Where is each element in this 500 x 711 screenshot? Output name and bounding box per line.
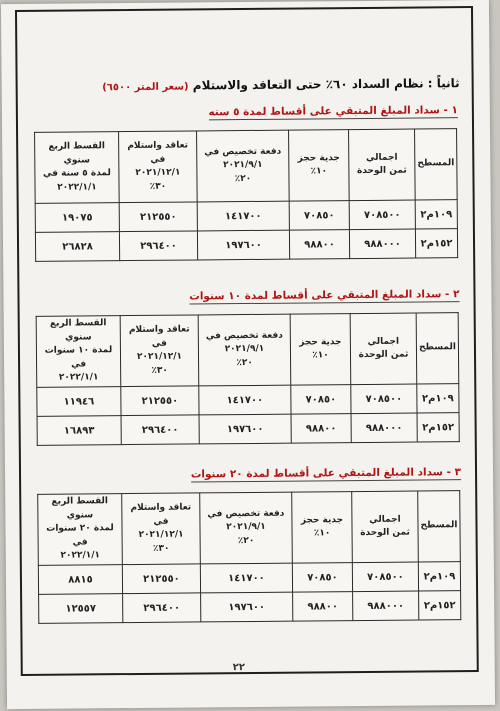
header-area: المسطح bbox=[418, 491, 461, 562]
cell-booking: ٧٠٨٥٠ bbox=[292, 563, 352, 593]
cell-total: ٩٨٨٠٠٠ bbox=[349, 229, 415, 259]
cell-total: ٩٨٨٠٠٠ bbox=[351, 413, 417, 443]
header-total: اجمالي ثمن الوحدة bbox=[350, 313, 417, 385]
cell-area: ١٠٩م٢ bbox=[418, 562, 460, 591]
cell-total: ٧٠٨٥٠٠ bbox=[351, 384, 417, 414]
cell-booking: ٩٨٨٠٠ bbox=[291, 414, 351, 444]
cell-allocation: ١٤١٧٠٠ bbox=[199, 385, 291, 415]
header-quarterly-installment: القسط الربع سنوي لمدة ٢٠ سنوات في ٢٠٢٢/١/١ bbox=[38, 494, 123, 566]
cell-quarterly: ١٦٨٩٣ bbox=[37, 416, 121, 446]
page-number: ٢٢ bbox=[232, 662, 245, 674]
table-header-row bbox=[35, 129, 458, 204]
cell-quarterly: ٨٨١٥ bbox=[38, 565, 122, 595]
cell-contract: ٢٩٦٤٠٠ bbox=[121, 415, 199, 445]
header-booking: جدية حجز ١٠٪ bbox=[289, 130, 350, 202]
section-2-table bbox=[36, 312, 460, 446]
table-header-row bbox=[38, 491, 461, 566]
header-quarterly-installment: القسط الربع سنوي لمدة ٥ سنة في ٢٠٢٢/١/١ bbox=[35, 132, 120, 204]
header-allocation: دفعة تخصيص في ٢٠٢١/٩/١ ٢٠٪ bbox=[198, 314, 291, 386]
cell-quarterly: ١٢٥٥٧ bbox=[39, 594, 123, 624]
cell-contract: ٢١٢٥٥٠ bbox=[121, 386, 199, 416]
cell-area: ١٥٢م٢ bbox=[415, 229, 457, 258]
cell-booking: ٧٠٨٥٠ bbox=[289, 201, 349, 231]
header-booking: جدية حجز ١٠٪ bbox=[292, 492, 353, 564]
cell-allocation: ١٩٧٦٠٠ bbox=[197, 230, 289, 260]
cell-area: ١٠٩م٢ bbox=[415, 200, 457, 229]
cell-contract: ٢١٢٥٥٠ bbox=[122, 564, 200, 594]
cell-area: ١٠٩م٢ bbox=[417, 384, 459, 413]
table-row bbox=[37, 413, 459, 446]
section-2-title: ٢ - سداد المبلغ المتبقي على أقساط لمدة ١٠ سنوات bbox=[189, 288, 460, 303]
cell-area: ١٥٢م٢ bbox=[417, 413, 459, 442]
section-3-table bbox=[37, 490, 461, 624]
cell-allocation: ١٤١٧٠٠ bbox=[197, 201, 289, 231]
cell-contract: ٢١٢٥٥٠ bbox=[119, 202, 197, 232]
table-row bbox=[39, 591, 461, 624]
cell-booking: ٧٠٨٥٠ bbox=[291, 385, 351, 415]
title-text: ثانياً : نظام السداد ٦٠٪ حتى التعاقد والاستلام bbox=[192, 76, 460, 93]
cell-booking: ٩٨٨٠٠ bbox=[289, 230, 349, 260]
header-total: اجمالي ثمن الوحدة bbox=[349, 129, 416, 201]
header-booking: جدية حجز ١٠٪ bbox=[290, 314, 351, 386]
header-allocation: دفعة تخصيص في ٢٠٢١/٩/١ ٢٠٪ bbox=[197, 130, 290, 202]
table-header-row bbox=[36, 313, 459, 388]
cell-quarterly: ٢٦٨٢٨ bbox=[35, 232, 119, 262]
cell-area: ١٥٢م٢ bbox=[419, 591, 461, 620]
cell-quarterly: ١١٩٤٦ bbox=[37, 387, 121, 417]
table-row bbox=[37, 384, 459, 417]
cell-allocation: ١٩٧٦٠٠ bbox=[201, 592, 293, 622]
table-row bbox=[35, 229, 457, 262]
header-allocation: دفعة تخصيص في ٢٠٢١/٩/١ ٢٠٪ bbox=[200, 492, 293, 564]
section-1-table bbox=[34, 128, 458, 262]
price-note: (سعر المتر ٦٥٠٠) bbox=[102, 81, 189, 94]
cell-total: ٧٠٨٥٠٠ bbox=[349, 200, 415, 230]
header-contract: تعاقد واستلام في ٢٠٢١/١٢/١ ٣٠٪ bbox=[119, 131, 198, 203]
section-3-title: ٣ - سداد المبلغ المتبقي على أقساط لمدة ٢٠ سنوات bbox=[190, 466, 462, 481]
header-contract: تعاقد واستلام في ٢٠٢١/١٢/١ ٣٠٪ bbox=[122, 493, 201, 565]
header-area: المسطح bbox=[415, 129, 458, 200]
table-row bbox=[38, 562, 460, 595]
header-area: المسطح bbox=[416, 313, 459, 384]
table-row bbox=[35, 200, 457, 233]
cell-contract: ٢٩٦٤٠٠ bbox=[123, 593, 201, 623]
cell-allocation: ١٤١٧٠٠ bbox=[200, 563, 292, 593]
header-total: اجمالي ثمن الوحدة bbox=[352, 491, 419, 563]
cell-contract: ٢٩٦٤٠٠ bbox=[119, 231, 197, 261]
header-quarterly-installment: القسط الربع سنوي لمدة ١٠ سنوات في ٢٠٢٢/١/١ bbox=[36, 316, 121, 388]
cell-total: ٧٠٨٥٠٠ bbox=[352, 562, 418, 592]
cell-quarterly: ١٩٠٧٥ bbox=[35, 203, 119, 233]
document-page bbox=[1, 0, 495, 709]
header-contract: تعاقد واستلام في ٢٠٢١/١٢/١ ٣٠٪ bbox=[120, 315, 199, 387]
cell-allocation: ١٩٧٦٠٠ bbox=[199, 414, 291, 444]
cell-booking: ٩٨٨٠٠ bbox=[293, 592, 353, 622]
cell-total: ٩٨٨٠٠٠ bbox=[353, 591, 419, 621]
section-1-title: ١ - سداد المبلغ المتبقي على أقساط لمدة ٥ سنه bbox=[208, 104, 458, 119]
